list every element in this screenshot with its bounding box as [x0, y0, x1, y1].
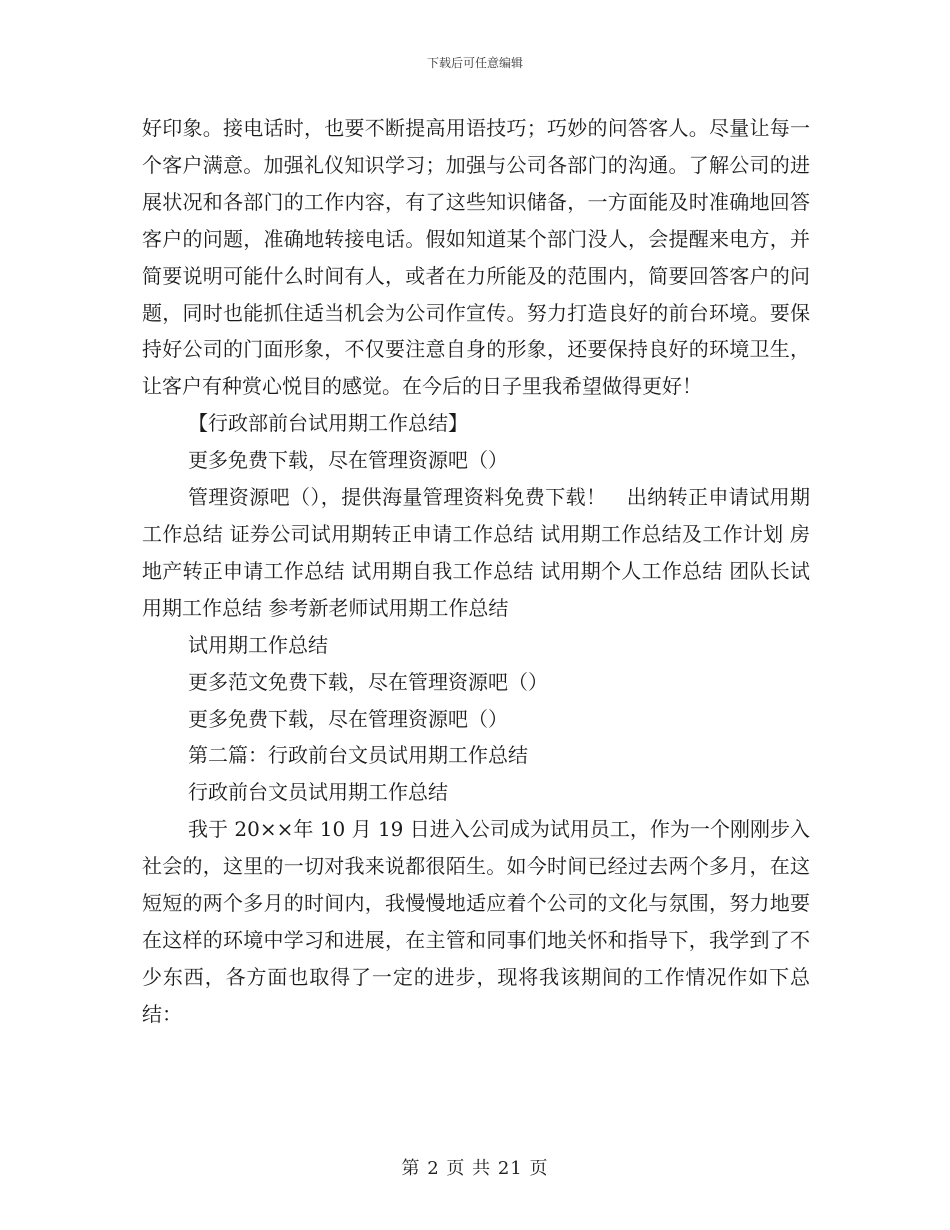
paragraph-more-samples: 更多范文免费下载，尽在管理资源吧（） [188, 669, 548, 694]
paragraph-more-downloads: 更多免费下载，尽在管理资源吧（） [188, 706, 508, 731]
article-title: 行政前台文员试用期工作总结 [188, 780, 448, 805]
section-heading-frontdesk-summary: 【行政部前台试用期工作总结】 [188, 411, 468, 436]
paragraph-introduction: 我于 20××年 10 月 19 日进入公司成为试用员工，作为一个刚刚步入社会的，这里的一切对我来说都很陌生。如今时间已经过去两个多月，在这短短的两个多月的时间内，我慢慢地适应着个公司的文化与氛围，努力地要在这样的环境中学习和进展，在主管和同事们地关怀和指导下，我学到了不少东西，各方面也取得了一定的进步，现将我该期间的工作情况作如下总结： [142, 817, 810, 1026]
document-body [142, 110, 810, 1033]
paragraph-service-tips: 好印象。接电话时，也要不断提高用语技巧；巧妙的问答客人。尽量让每一个客户满意。加强礼仪知识学习；加强与公司各部门的沟通。了解公司的进展状况和各部门的工作内容，有了这些知识储备，一方面能及时准确地回答客户的问题，准确地转接电话。假如知道某个部门没人，会提醒来电方，并简要说明可能什么时间有人，或者在力所能及的范围内，简要回答客户的问题，同时也能抓住适当机会为公司作宣传。努力打造良好的前台环境。要保持好公司的门面形象，不仅要注意自身的形象，还要保持良好的环境卫生，让客户有种赏心悦目的感觉。在今后的日子里我希望做得更好！ [142, 116, 810, 399]
paragraph-download-note: 更多免费下载，尽在管理资源吧（） [188, 448, 508, 473]
page-number-footer: 第 2 页 共 21 页 [401, 1158, 549, 1179]
paragraph-probation-title: 试用期工作总结 [188, 632, 328, 657]
page-header: 下载后可任意编辑 [426, 56, 523, 70]
chapter-heading-second: 第二篇：行政前台文员试用期工作总结 [188, 743, 528, 768]
paragraph-related-articles: 管理资源吧（），提供海量管理资料免费下载！ 出纳转正申请试用期工作总结 证券公司试用期转正申请工作总结 试用期工作总结及工作计划 房地产转正申请工作总结 试用期自我工作总结 试用期个人工作总结 团队长试用期工作总结 参考新老师试用期工作总结 [142, 485, 810, 620]
